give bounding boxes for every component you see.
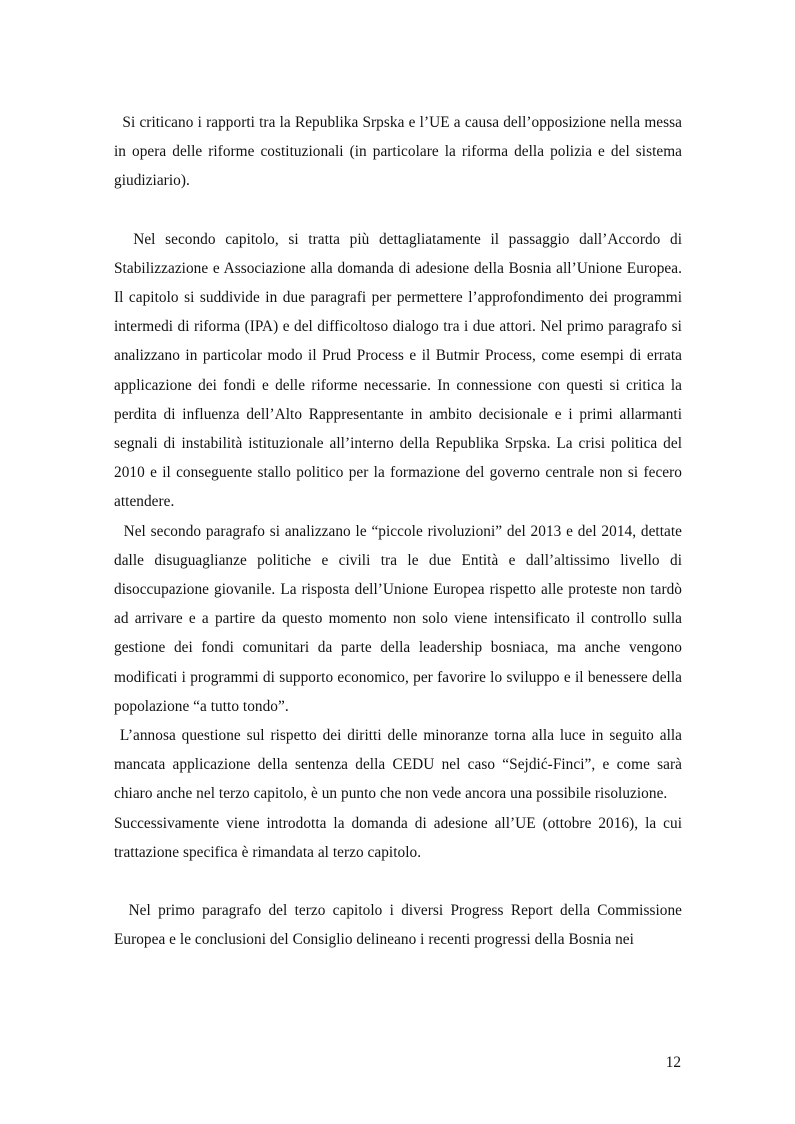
paragraph-eu-application: Successivamente viene introdotta la domanda di adesione all’UE (ottobre 2016), la cui trattazione specifica è rimandata al terzo capitolo. bbox=[114, 814, 686, 861]
paragraph-third-chapter-intro: Nel primo paragrafo del terzo capitolo i diversi Progress Report della Commissione Europea e le conclusioni del Consiglio delineano i recenti progressi della Bosnia nei bbox=[114, 902, 686, 949]
paragraph-second-chapter-intro: Nel secondo capitolo, si tratta più dettagliatamente il passaggio dall’Accordo di Stabilizzazione e Associazione alla domanda di adesione della Bosnia all’Unione Europea. Il capitolo si suddivide in due paragrafi per permettere l’approfondimento dei programmi intermedi di riforma (IPA) e del difficoltoso dialogo tra i due attori. Nel primo paragrafo si analizzano in particolar modo il Prud Process e il Butmir Process, come esempi di errata applicazione dei fondi e delle riforme necessarie. In connessione con questi si critica la perdita di influenza dell’Alto Rappresentante in ambito decisionale e i primi allarmanti segnali di instabilità istituzionale all’interno della Republika Srpska. La crisi politica del 2010 e il conseguente stallo politico per la formazione del governo centrale non si fecero attendere. bbox=[114, 230, 686, 511]
paragraph-minority-rights: L’annosa questione sul rispetto dei diritti delle minoranze torna alla luce in seguito alla mancata applicazione della sentenza della CEDU nel caso “Sejdić-Finci”, e come sarà chiaro anche nel terzo capitolo, è un punto che non vede ancora una possibile risoluzione. bbox=[114, 727, 686, 803]
paragraph-second-section: Nel secondo paragrafo si analizzano le “piccole rivoluzioni” del 2013 e del 2014, dettate dalle disuguaglianze politiche e civili tra le due Entità e dall’altissimo livello di disoccupazione giovanile. La risposta dell’Unione Europea rispetto alle proteste non tardò ad arrivare e a partire da questo momento non solo viene intensificato il controllo sulla gestione dei fondi comunitari da parte della leadership bosniaca, ma anche vengono modificati i programmi di supporto economico, per favorire lo sviluppo e il benessere della popolazione “a tutto tondo”. bbox=[114, 522, 686, 715]
paragraph-gap bbox=[114, 196, 682, 225]
paragraph-republika-srpska-relations: Si criticano i rapporti tra la Republika Srpska e l’UE a causa dell’opposizione nella messa in opera delle riforme costituzionali (in particolare la riforma della polizia e del sistema giudiziario). bbox=[114, 114, 686, 190]
document-body bbox=[114, 108, 686, 954]
page-number: 12 bbox=[665, 1054, 681, 1071]
paragraph-gap bbox=[114, 867, 682, 896]
